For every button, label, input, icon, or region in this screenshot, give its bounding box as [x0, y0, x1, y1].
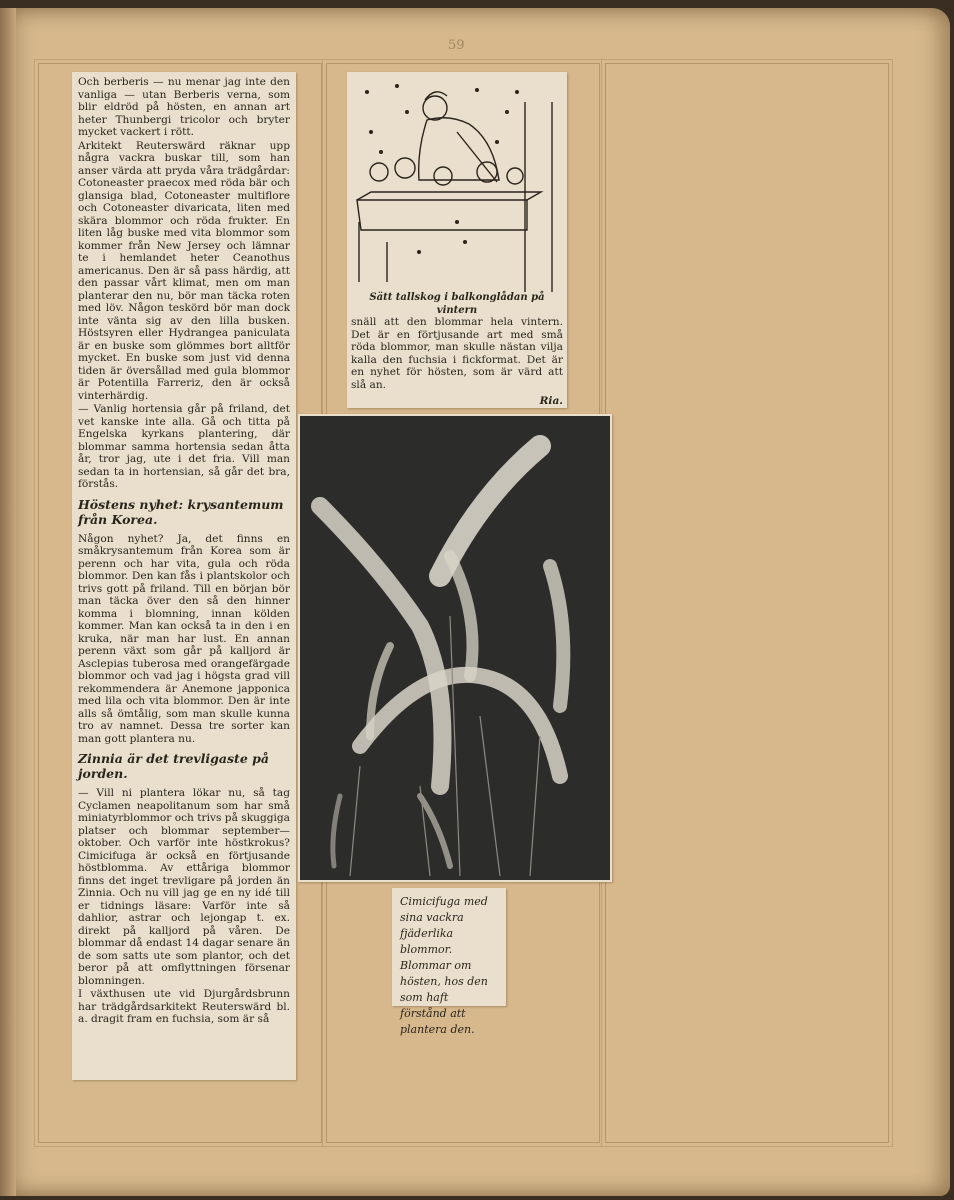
cimicifuga-photo: [298, 414, 612, 882]
continued-text-block: [351, 316, 563, 408]
article-paragraph: Och berberis — nu menar jag inte den vanliga — utan Berberis verna, som blir eldröd på hösten, en annan art heter Thunbergi tricolor och bryter mycket vackert i rött.: [78, 76, 290, 138]
cimicifuga-flower-image: [300, 416, 610, 880]
author-signature: Ria.: [539, 395, 563, 407]
illustration-clipping: [347, 72, 567, 408]
section-heading: Zinnia är det trevligaste på jorden.: [78, 751, 269, 781]
article-paragraph: — Vill ni plantera lökar nu, så tag Cyclamen neapolitanum som har små miniatyrblommor och trivs på skuggiga platser och blommar september—oktober. Och varför inte höstkrokus? Cimicifuga är också en förtjusande höstblomma. Av ettåriga blommor finns det inget trevligare på jorden än Zinnia. Och nu vill jag ge en ny idé till er tidnings läsare: Varför inte så dahlior, astrar och lejongap t. ex. direkt på kalljord på våren. De blommar då endast 14 dagar senare än de som satts ute som plantor, och det beror på att omflyttningen försenar blomningen.: [78, 787, 290, 987]
page-number: 59: [448, 38, 465, 53]
right-frame: [605, 63, 889, 1143]
article-paragraph: Någon nyhet? Ja, det finns en småkrysantemum från Korea som är perenn och har vita, gula och röda blommor. Den kan fås i plantskolor och trivs gott på friland. Till en början bör man täcka över den så den hinner komma i blomning, innan kölden kommer. Man kan också ta in den i en kruka, när man har lust. En annan perenn växt som går på kalljord är Asclepias tuberosa med orangefärgade blommor och vad jag i högsta grad vill rekommendera är Anemone japponica med lila och vita blommor. Den är inte alls så ömtålig, som man skulle kunna tro av namnet. Dessa tre sorter kan man gott plantera nu.: [78, 532, 290, 745]
article-paragraph: Arkitekt Reuterswärd räknar upp några vackra buskar till, som han anser värda att pryda våra trädgårdar: Cotoneaster praecox med röda bär och glansiga blad, Cotoneaster multiflore och Cotoneaster divaricata, liten med skära blommor och röda frukter. En liten låg buske med vita blommor som kommer från New Jersey och lämnar te i hemlandet heter Ceanothus americanus. Den är så pass härdig, att den passar vårt klimat, men om man planterar den nu, bör man täcka roten med löv. Någon teskörd bör man dock inte vänta sig av den lilla busken. Höstsyren eller Hydrangea paniculata är en buske som glömmes bort alltför mycket. En buske som just vid denna tiden är översållad med gula blommor är Potentilla Farreriz, den är också vinterhärdig.: [78, 139, 290, 402]
illustration-caption: Sätt tallskog i balkonglådan på vintern: [369, 292, 545, 316]
article-paragraph: snäll att den blommar hela vintern. Det är en förtjusande art med små röda blommor, man skulle nästan vilja kalla den fuchsia i fickformat. Det är en nyhet för hösten, som är värd att slå an.: [351, 316, 563, 391]
book-binding: [0, 8, 16, 1196]
article-clipping-left: [72, 72, 296, 1080]
section-heading: Höstens nyhet: krysantemum från Korea.: [78, 496, 284, 527]
article-paragraph: I växthusen ute vid Djurgårdsbrunn har trädgårdsarkitekt Reuterswärd bl. a. dragit fram en fuchsia, som är så: [78, 988, 290, 1025]
balcony-box-illustration: [347, 72, 567, 292]
article-paragraph: — Vanlig hortensia går på friland, det vet kanske inte alla. Gå och titta på Engelska kyrkans plantering, där blommar samma hortensia sedan åtta år, tror jag, ute i det fria. Vill man sedan ta in hortensian, så går det bra, förstås.: [78, 403, 290, 490]
photo-caption: Cimicifuga med sina vackra fjäderlika blommor. Blommar om hösten, hos den som haft förstånd att plantera den.: [392, 888, 506, 1006]
